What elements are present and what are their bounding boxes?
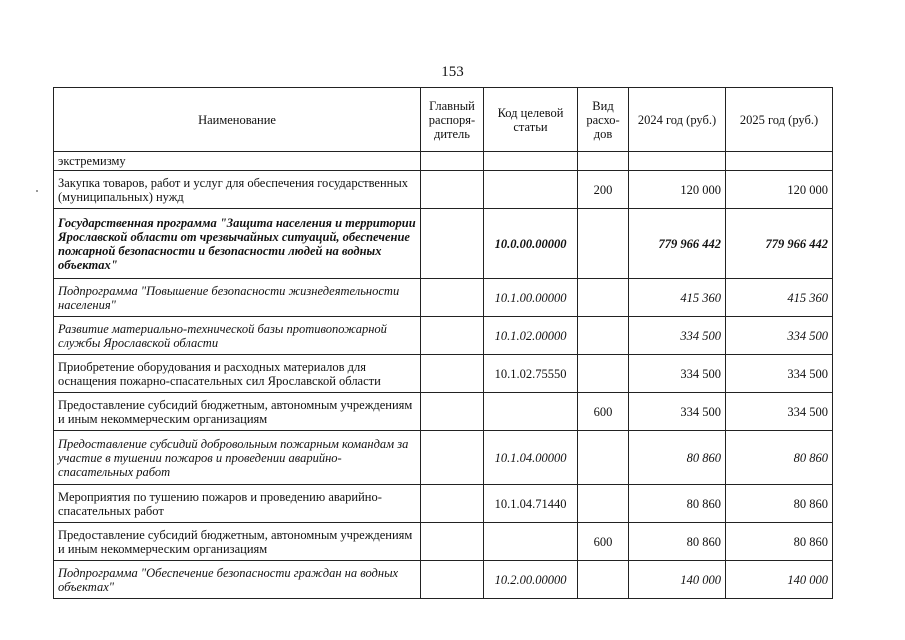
row-code-cell: 10.0.00.00000 — [484, 209, 578, 279]
row-2024-cell: 80 860 — [629, 431, 726, 485]
row-2024-cell: 80 860 — [629, 523, 726, 561]
table-header-row — [54, 88, 833, 152]
table-row — [54, 209, 833, 279]
row-type-cell — [578, 485, 629, 523]
row-code-cell: 10.1.00.00000 — [484, 279, 578, 317]
row-type-cell: 600 — [578, 393, 629, 431]
table-row — [54, 561, 833, 599]
table-row — [54, 317, 833, 355]
row-name-cell: Подпрограмма "Обеспечение безопасности граждан на водных объектах" — [54, 561, 421, 599]
row-2024-cell: 334 500 — [629, 355, 726, 393]
row-type-cell — [578, 317, 629, 355]
table-row — [54, 355, 833, 393]
row-2025-cell: 334 500 — [726, 393, 833, 431]
row-grbs-cell — [421, 171, 484, 209]
table-row — [54, 171, 833, 209]
table-row — [54, 431, 833, 485]
table-row — [54, 152, 833, 171]
row-grbs-cell — [421, 209, 484, 279]
row-name-cell: экстремизму — [54, 152, 421, 171]
row-type-cell — [578, 152, 629, 171]
row-name-cell: Закупка товаров, работ и услуг для обеспечения государственных (муниципальных) нужд — [54, 171, 421, 209]
row-2025-cell — [726, 152, 833, 171]
row-type-cell — [578, 431, 629, 485]
row-grbs-cell — [421, 485, 484, 523]
row-name-cell: Предоставление субсидий добровольным пожарным командам за участие в тушении пожаров и проведении аварийно-спасательных работ — [54, 431, 421, 485]
row-type-cell: 600 — [578, 523, 629, 561]
row-code-cell: 10.1.02.75550 — [484, 355, 578, 393]
row-type-cell — [578, 355, 629, 393]
row-2024-cell: 334 500 — [629, 393, 726, 431]
row-code-cell: 10.1.04.71440 — [484, 485, 578, 523]
header-type: Вид расхо-дов — [578, 88, 629, 152]
row-name-cell: Развитие материально-технической базы противопожарной службы Ярославской области — [54, 317, 421, 355]
row-2024-cell: 415 360 — [629, 279, 726, 317]
row-code-cell — [484, 523, 578, 561]
row-name-cell: Подпрограмма "Повышение безопасности жизнедеятельности населения" — [54, 279, 421, 317]
table-row — [54, 279, 833, 317]
row-2025-cell: 140 000 — [726, 561, 833, 599]
table-row — [54, 393, 833, 431]
row-grbs-cell — [421, 431, 484, 485]
row-grbs-cell — [421, 561, 484, 599]
row-code-cell — [484, 152, 578, 171]
row-2025-cell: 334 500 — [726, 355, 833, 393]
table-row — [54, 523, 833, 561]
header-code: Код целевой статьи — [484, 88, 578, 152]
row-code-cell: 10.1.04.00000 — [484, 431, 578, 485]
row-code-cell: 10.1.02.00000 — [484, 317, 578, 355]
row-name-cell: Предоставление субсидий бюджетным, автономным учреждениям и иным некоммерческим организациям — [54, 523, 421, 561]
budget-table — [53, 87, 833, 599]
row-2024-cell — [629, 152, 726, 171]
row-2025-cell: 80 860 — [726, 431, 833, 485]
row-code-cell — [484, 171, 578, 209]
row-2025-cell: 80 860 — [726, 523, 833, 561]
row-2024-cell: 140 000 — [629, 561, 726, 599]
row-type-cell — [578, 561, 629, 599]
header-grbs: Главный распоря-дитель — [421, 88, 484, 152]
scan-speck — [36, 190, 38, 192]
row-type-cell — [578, 279, 629, 317]
row-grbs-cell — [421, 152, 484, 171]
row-2024-cell: 120 000 — [629, 171, 726, 209]
row-code-cell: 10.2.00.00000 — [484, 561, 578, 599]
row-type-cell: 200 — [578, 171, 629, 209]
row-2024-cell: 779 966 442 — [629, 209, 726, 279]
row-2025-cell: 120 000 — [726, 171, 833, 209]
row-name-cell: Государственная программа "Защита населения и территории Ярославской области от чрезвычайных ситуаций, обеспечение пожарной безопасности и безопасности людей на водных объектах" — [54, 209, 421, 279]
row-name-cell: Мероприятия по тушению пожаров и проведению аварийно-спасательных работ — [54, 485, 421, 523]
row-grbs-cell — [421, 393, 484, 431]
row-2025-cell: 779 966 442 — [726, 209, 833, 279]
header-2024: 2024 год (руб.) — [629, 88, 726, 152]
row-grbs-cell — [421, 355, 484, 393]
row-code-cell — [484, 393, 578, 431]
table-row — [54, 485, 833, 523]
row-2024-cell: 80 860 — [629, 485, 726, 523]
row-grbs-cell — [421, 523, 484, 561]
row-name-cell: Предоставление субсидий бюджетным, автономным учреждениям и иным некоммерческим организациям — [54, 393, 421, 431]
row-type-cell — [578, 209, 629, 279]
row-2025-cell: 415 360 — [726, 279, 833, 317]
row-grbs-cell — [421, 317, 484, 355]
header-2025: 2025 год (руб.) — [726, 88, 833, 152]
row-grbs-cell — [421, 279, 484, 317]
header-name: Наименование — [54, 88, 421, 152]
row-2025-cell: 334 500 — [726, 317, 833, 355]
row-2025-cell: 80 860 — [726, 485, 833, 523]
page-number: 153 — [441, 64, 464, 80]
row-2024-cell: 334 500 — [629, 317, 726, 355]
row-name-cell: Приобретение оборудования и расходных материалов для оснащения пожарно-спасательных сил Ярославской области — [54, 355, 421, 393]
